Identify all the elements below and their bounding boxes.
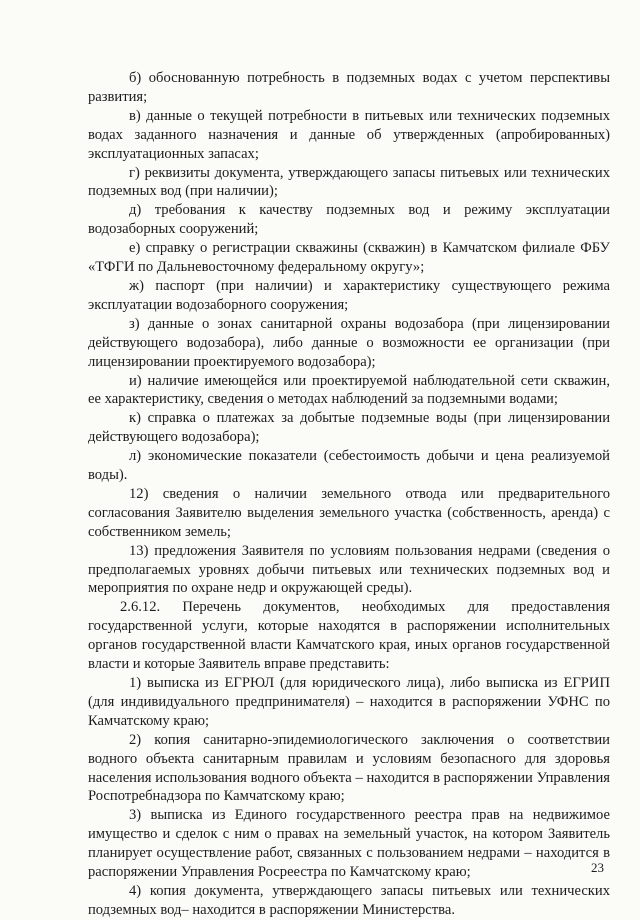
list-item-2: 2) копия санитарно-эпидемиологического заключения о соответствии водного объекта санитарным правилам и условиям безопасного для здоровья населения использования водного объекта – находится в распоряжении Управления Роспотребнадзора по Камчатскому краю; [88,731,610,805]
document-body [88,69,610,920]
paragraph-zh: ж) паспорт (при наличии) и характеристику существующего режима эксплуатации водозаборного сооружения; [88,277,610,313]
list-item-1: 1) выписка из ЕГРЮЛ (для юридического лица), либо выписка из ЕГРИП (для индивидуального предпринимателя) – находится в распоряжении УФНС по Камчатскому краю; [88,675,610,729]
section-2-6-12: 2.6.12. Перечень документов, необходимых для предоставления государственной услуги, которые находятся в распоряжении исполнительных органов государственной власти Камчатского края, иных органов государственной власти и которые Заявитель вправе представить: [88,599,610,673]
paragraph-i: и) наличие имеющейся или проектируемой наблюдательной сети скважин, ее характеристику, сведения о методах наблюдений за подземными водами; [88,372,610,408]
list-item-3: 3) выписка из Единого государственного реестра прав на недвижимое имущество и сделок с ним о правах на земельный участок, на котором Заявитель планирует осуществление работ, связанных с пользованием недрами – находится в распоряжении Управления Росреестра по Камчатскому краю; [88,807,610,881]
paragraph-l: л) экономические показатели (себестоимость добычи и цена реализуемой воды). [88,448,610,484]
paragraph-b: б) обоснованную потребность в подземных водах с учетом перспективы развития; [88,70,610,105]
list-item-4: 4) копия документа, утверждающего запасы питьевых или технических подземных вод– находится в распоряжении Министерства. [88,882,610,918]
paragraph-g: г) реквизиты документа, утверждающего запасы питьевых или технических подземных вод (при наличии); [88,164,610,200]
item-13: 13) предложения Заявителя по условиям пользования недрами (сведения о предполагаемых уровнях добычи питьевых или технических подземных вод и мероприятия по охране недр и окружающей среды). [88,542,610,597]
paragraph-k: к) справка о платежах за добытые подземные воды (при лицензировании действующего водозабора); [88,410,610,446]
paragraph-e: е) справку о регистрации скважины (скважин) в Камчатском филиале ФБУ «ТФГИ по Дальневосточному федеральному округу»; [88,240,610,276]
paragraph-z: з) данные о зонах санитарной охраны водозабора (при лицензировании действующего водозабора), либо данные о возможности ее организации (при лицензировании проектируемого водозабора); [88,315,610,370]
item-12: 12) сведения о наличии земельного отвода или предварительного согласования Заявителю выделения земельного участка (собственность, аренда) с собственником земель; [88,485,610,540]
paragraph-d: д) требования к качеству подземных вод и режиму эксплуатации водозаборных сооружений; [88,202,610,238]
page-number: 23 [591,860,604,875]
paragraph-v: в) данные о текущей потребности в питьевых или технических подземных водах заданного назначения и данные об утвержденных (апробированных) эксплуатационных запасах; [88,107,610,162]
